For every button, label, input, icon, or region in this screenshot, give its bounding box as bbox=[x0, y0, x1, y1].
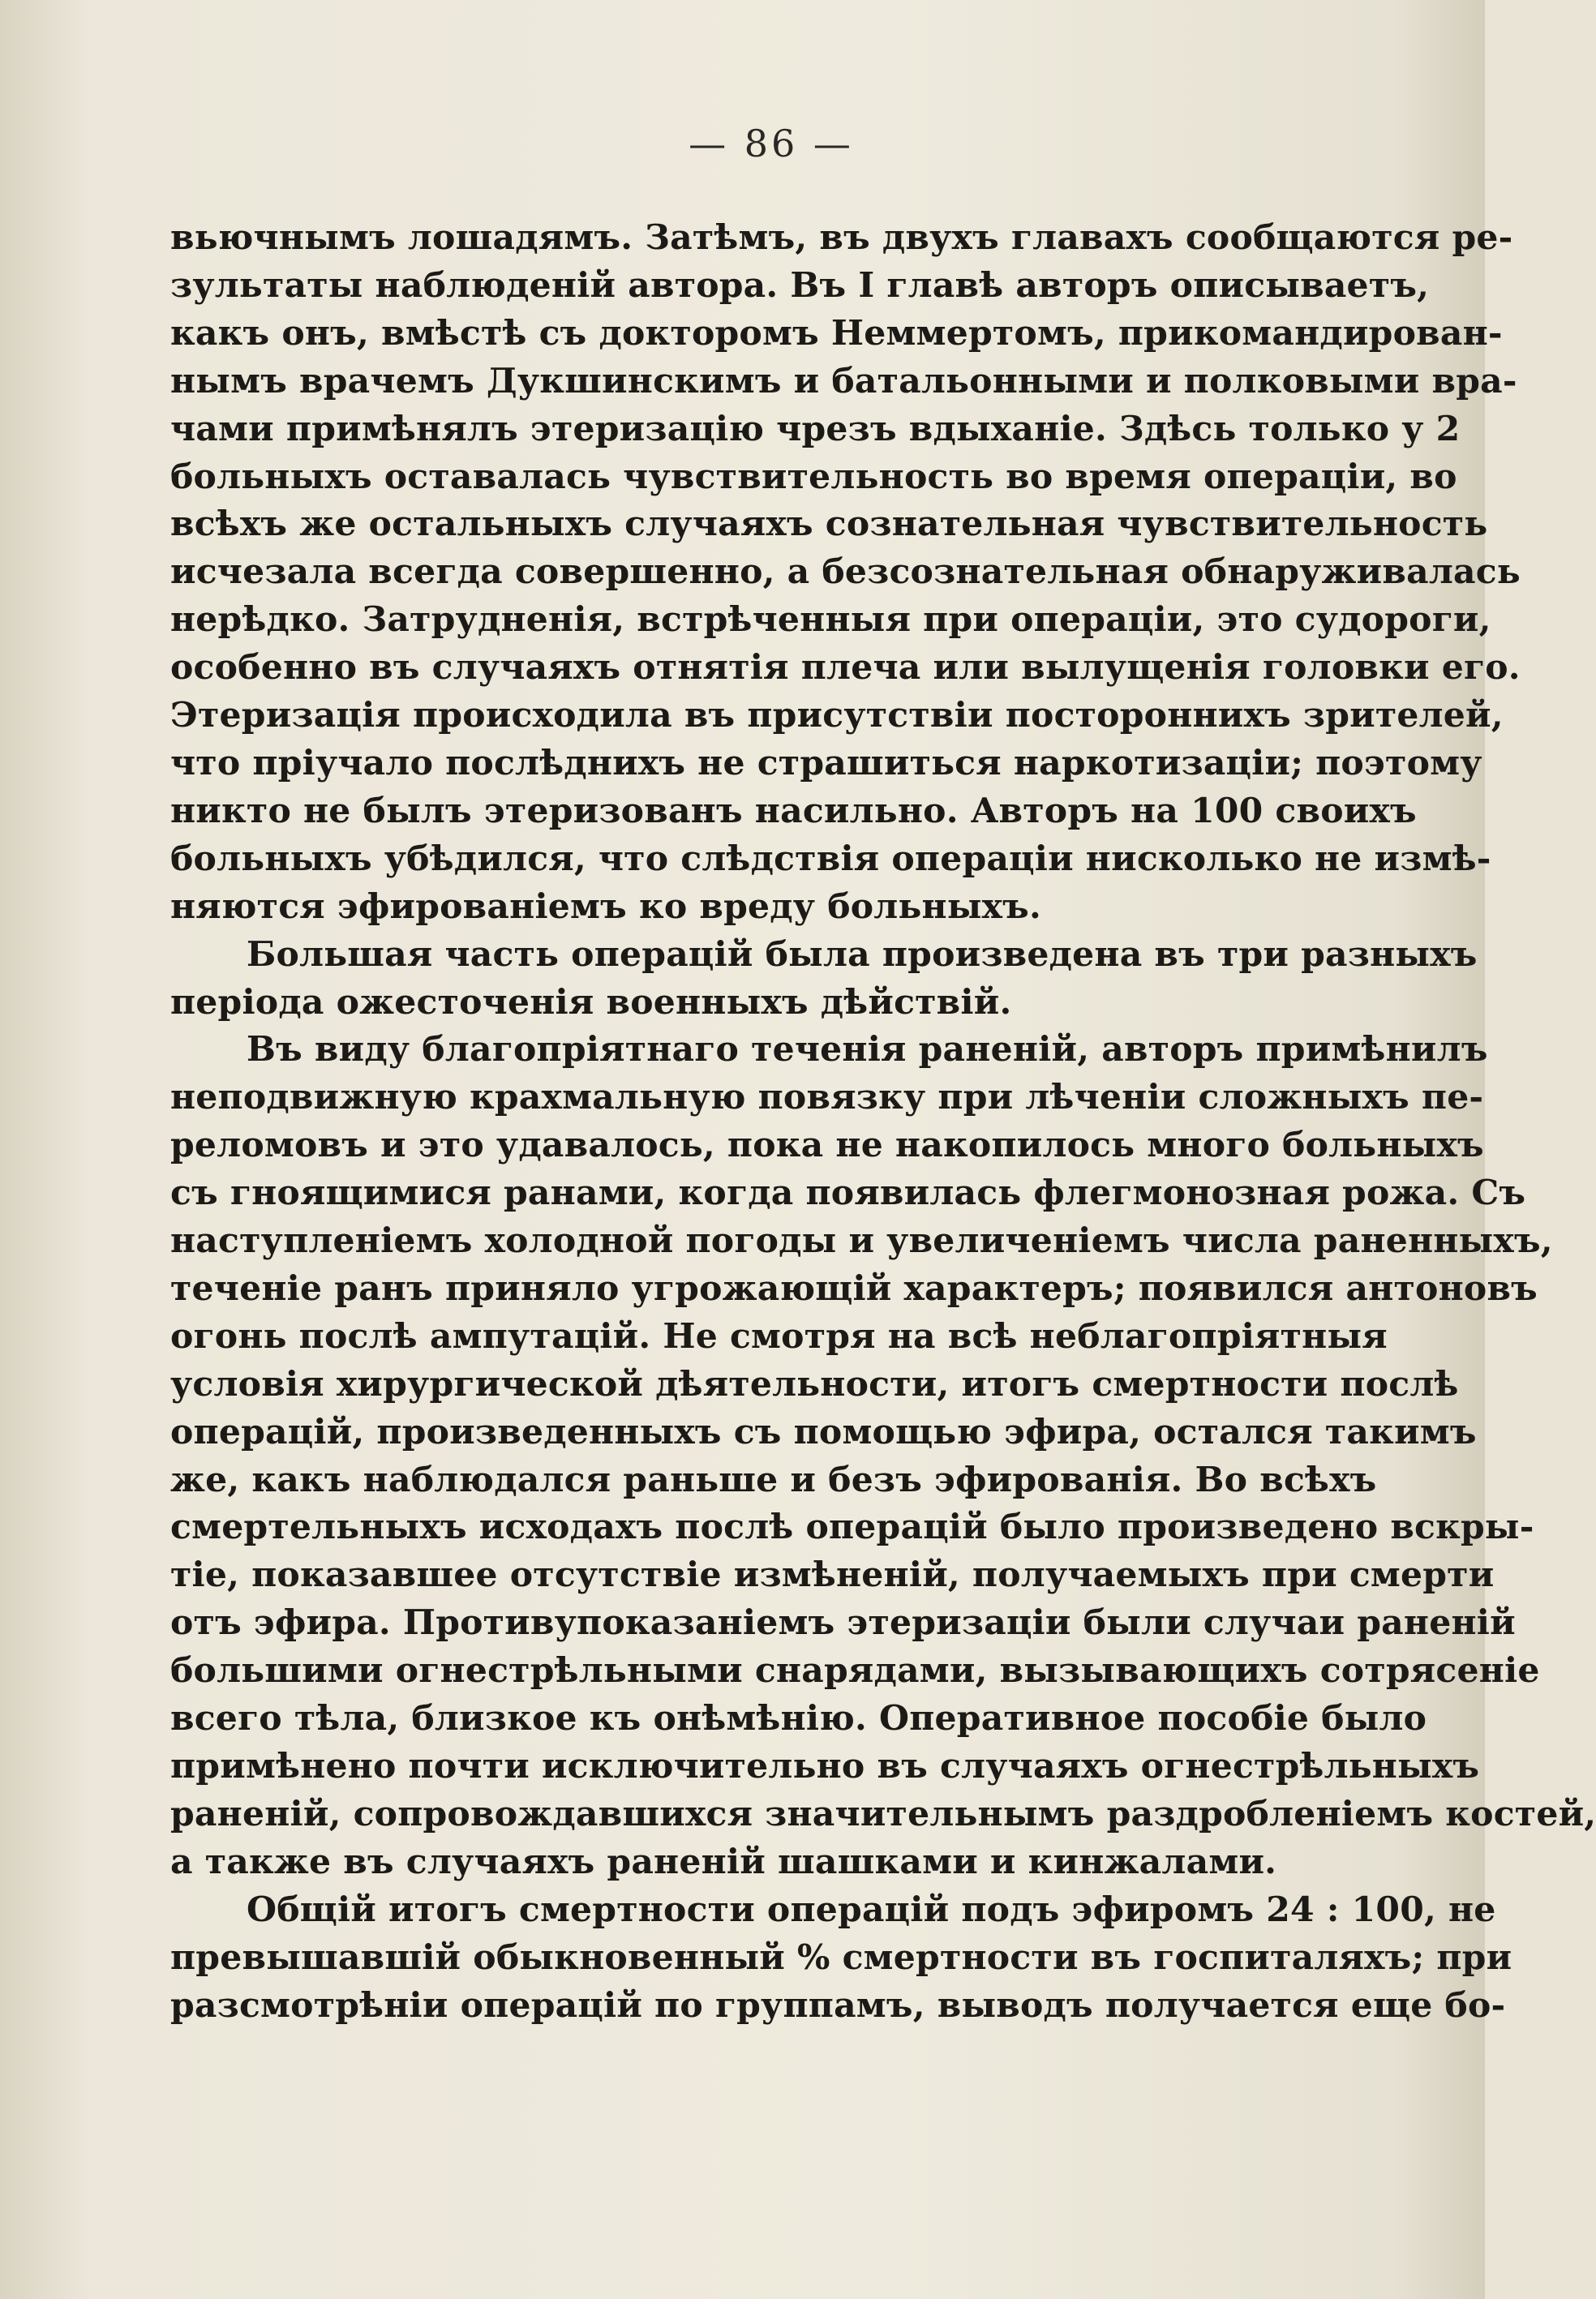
text-line: наступленіемъ холодной погоды и увеличеніемъ числа раненныхъ, bbox=[170, 1220, 1553, 1262]
text-line: чами примѣнялъ этеризацію чрезъ вдыханіе. Здѣсь только у 2 bbox=[170, 408, 1461, 449]
text-line: реломовъ и это удавалось, пока не накопилось много больныхъ bbox=[170, 1125, 1484, 1166]
text-line: разсмотрѣніи операцій по группамъ, выводъ получается еще бо- bbox=[170, 1984, 1506, 2026]
text-line: теченіе ранъ приняло угрожающій характеръ; появился антоновъ bbox=[170, 1267, 1538, 1309]
text-line: большими огнестрѣльными снарядами, вызывающихъ сотрясеніе bbox=[170, 1650, 1540, 1692]
text-line: всего тѣла, близкое къ онѣмѣнію. Оперативное пособіе было bbox=[170, 1698, 1427, 1739]
text-line: превышавшій обыкновенный % смертности въ госпиталяхъ; при bbox=[170, 1937, 1512, 1978]
text-line: нерѣдко. Затрудненія, встрѣченныя при операціи, это судороги, bbox=[170, 599, 1491, 641]
text-line: тіе, показавшее отсутствіе измѣненій, получаемыхъ при смерти bbox=[170, 1555, 1495, 1596]
text-line: вьючнымъ лошадямъ. Затѣмъ, въ двухъ главахъ сообщаются ре- bbox=[170, 217, 1513, 258]
text-line: зультаты наблюденій автора. Въ I главѣ авторъ описываетъ, bbox=[170, 264, 1430, 306]
text-line: больныхъ убѣдился, что слѣдствія операціи нисколько не измѣ- bbox=[170, 838, 1491, 879]
page-number: — 86 — bbox=[689, 122, 854, 165]
text-line: неподвижную крахмальную повязку при лѣченіи сложныхъ пе- bbox=[170, 1077, 1484, 1118]
text-line: Въ виду благопріятнаго теченія раненій, авторъ примѣнилъ bbox=[247, 1029, 1488, 1070]
book-page bbox=[170, 122, 1596, 2029]
paragraph bbox=[170, 931, 1478, 1027]
text-line: примѣнено почти исключительно въ случаяхъ огнестрѣльныхъ bbox=[170, 1746, 1480, 1786]
text-line: операцій, произведенныхъ съ помощью эфира, остался такимъ bbox=[170, 1411, 1477, 1452]
text-line: няются эфированіемъ ко вреду больныхъ. bbox=[170, 886, 1041, 927]
text-line: же, какъ наблюдался раньше и безъ эфированія. Во всѣхъ bbox=[170, 1459, 1377, 1500]
text-line: Общій итогъ смертности операцій подъ эфиромъ 24 : 100, не bbox=[247, 1889, 1496, 1930]
paragraph bbox=[170, 214, 1521, 931]
text-line: больныхъ оставалась чувствительность во время операціи, во bbox=[170, 456, 1457, 497]
text-line: съ гноящимися ранами, когда появилась флегмонозная рожа. Съ bbox=[170, 1173, 1526, 1214]
text-line: исчезала всегда совершенно, а безсознательная обнаруживалась bbox=[170, 551, 1521, 593]
text-line: какъ онъ, вмѣстѣ съ докторомъ Неммертомъ, прикомандирован- bbox=[170, 312, 1503, 354]
paragraph bbox=[170, 1886, 1512, 2030]
text-line: условія хирургической дѣятельности, итогъ смертности послѣ bbox=[170, 1363, 1459, 1405]
page-body-text bbox=[170, 214, 1596, 2029]
text-line: огонь послѣ ампутацій. Не смотря на всѣ неблагопріятныя bbox=[170, 1315, 1388, 1357]
text-line: нымъ врачемъ Дукшинскимъ и батальонными и полковыми вра- bbox=[170, 360, 1517, 401]
text-line: смертельныхъ исходахъ послѣ операцій было произведено вскры- bbox=[170, 1507, 1534, 1548]
text-line: всѣхъ же остальныхъ случаяхъ сознательная чувствительность bbox=[170, 504, 1488, 545]
text-line: никто не былъ этеризованъ насильно. Авторъ на 100 своихъ bbox=[170, 790, 1417, 831]
text-line: раненій, сопровождавшихся значительнымъ раздробленіемъ костей, bbox=[170, 1793, 1596, 1834]
text-line: Этеризація происходила въ присутствіи постороннихъ зрителей, bbox=[170, 695, 1504, 736]
text-line: особенно въ случаяхъ отнятія плеча или вылущенія головки его. bbox=[170, 647, 1521, 688]
text-line: а также въ случаяхъ раненій шашками и кинжалами. bbox=[170, 1841, 1277, 1882]
paragraph bbox=[170, 1026, 1596, 1885]
text-line: періода ожесточенія военныхъ дѣйствій. bbox=[170, 981, 1012, 1023]
text-line: отъ эфира. Противупоказаніемъ этеризаціи были случаи раненій bbox=[170, 1602, 1516, 1644]
text-line: что пріучало послѣднихъ не страшиться наркотизаціи; поэтому bbox=[170, 742, 1482, 783]
text-line: Большая часть операцій была произведена въ три разныхъ bbox=[247, 933, 1478, 975]
